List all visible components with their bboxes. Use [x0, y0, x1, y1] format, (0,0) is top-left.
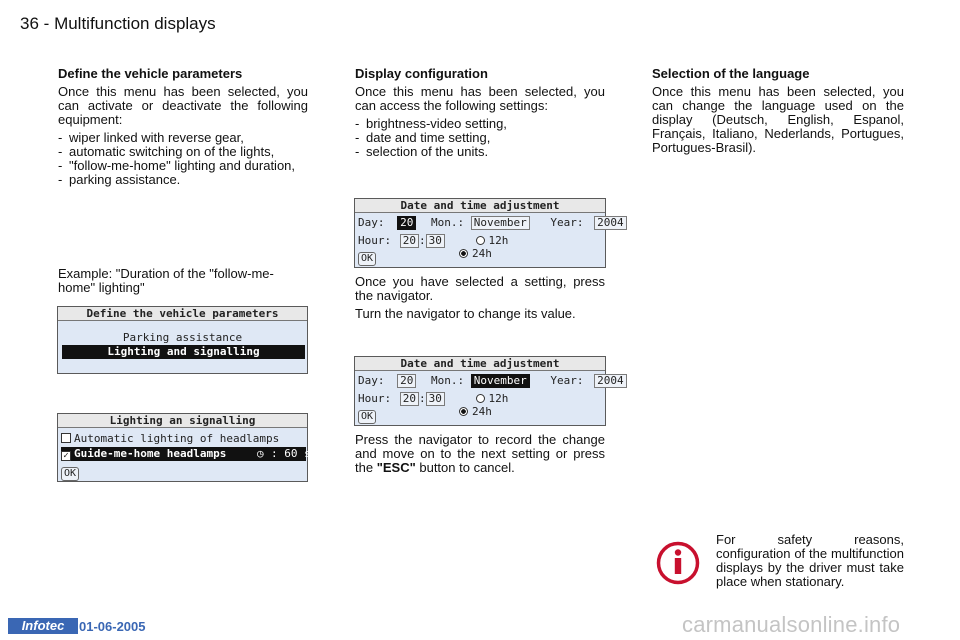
footer-date: 01-06-2005: [79, 619, 146, 634]
paragraph-intro: Once this menu has been selected, you can activate or deactivate the following equipment:: [58, 84, 308, 127]
month-field: November: [471, 374, 530, 388]
radio-24h-icon: [459, 249, 468, 258]
settings-list: [355, 117, 605, 159]
hour-field: 20: [400, 234, 419, 248]
column-language: [652, 67, 904, 159]
watermark: carmanualsonline.info: [682, 612, 901, 637]
screen-title: Define the vehicle parameters: [58, 307, 307, 321]
ok-row: [358, 409, 376, 423]
option-guide-me-home: ✓ Guide-me-home headlamps ◷ : 60 s: [61, 447, 306, 461]
list-item: - automatic switching on of the lights,: [58, 145, 308, 159]
infotec-logo: Infotec: [8, 618, 78, 634]
heading-display-configuration: Display configuration: [355, 66, 488, 81]
list-item: - date and time setting,: [355, 131, 605, 145]
screen-title: Lighting an signalling: [58, 414, 307, 428]
option-automatic-headlamps: Automatic lighting of headlamps: [61, 432, 279, 446]
column-display-configuration: [355, 67, 605, 159]
menu-item-parking-assistance: Parking assistance: [122, 331, 243, 344]
date-row: Day: 20 Mon.: November Year: 2004: [358, 374, 627, 388]
format-24h-row: 24h: [459, 405, 492, 419]
heading-language: Selection of the language: [652, 66, 810, 81]
list-item: - "follow-me-home" lighting and duration,: [58, 159, 308, 173]
column-vehicle-parameters: [58, 67, 308, 187]
screen-vehicle-parameters: [57, 306, 308, 374]
clock-icon: ◷: [257, 447, 264, 460]
info-circle-icon: [656, 541, 700, 585]
hour-field: 20: [400, 392, 419, 406]
equipment-list: [58, 131, 308, 187]
list-item: - parking assistance.: [58, 173, 308, 187]
example-caption: Example: "Duration of the "follow-me-home" lighting": [58, 266, 274, 295]
screen-date-time-2: [354, 356, 624, 426]
screen-date-time-1: [354, 198, 624, 268]
year-field: 2004: [594, 374, 627, 388]
section-title: Multifunction displays: [54, 14, 216, 33]
radio-24h-icon: [459, 407, 468, 416]
page-number: 36: [20, 14, 39, 33]
day-field: 20: [397, 374, 416, 388]
minute-field: 30: [426, 392, 445, 406]
paragraph-intro: Once this menu has been selected, you can access the following settings:: [355, 84, 605, 113]
date-row: Day: 20 Mon.: November Year: 2004: [358, 216, 627, 230]
screen-title: Date and time adjustment: [355, 199, 605, 213]
safety-note: For safety reasons, configuration of the multifunction displays by the driver must take place when stationary.: [716, 532, 904, 589]
navigator-instructions: [355, 275, 605, 325]
record-instructions: [355, 433, 605, 479]
title-separator: -: [43, 14, 50, 33]
format-24h-row: 24h: [459, 247, 492, 261]
paragraph-press-navigator: Once you have selected a setting, press the navigator.: [355, 274, 605, 303]
checkbox-checked-icon: ✓: [61, 451, 71, 461]
ok-button: OK: [61, 467, 79, 481]
radio-12h-icon: [476, 394, 485, 403]
screen-lighting-signalling: [57, 413, 311, 482]
list-item: - wiper linked with reverse gear,: [58, 131, 308, 145]
year-field: 2004: [594, 216, 627, 230]
screen-title: Date and time adjustment: [355, 357, 605, 371]
ok-button: OK: [358, 410, 376, 424]
menu-item-lighting-signalling: Lighting and signalling: [62, 345, 305, 359]
esc-label: "ESC": [376, 460, 416, 475]
month-field: November: [471, 216, 530, 230]
radio-12h-icon: [476, 236, 485, 245]
ok-row: [358, 251, 376, 265]
time-row: Hour: 20 : 30 12h: [358, 234, 509, 247]
minute-field: 30: [426, 234, 445, 248]
paragraph-language: Once this menu has been selected, you can change the language used on the display (Deutsch, English, Espanol, Français, Italiano, Nederlands, Portugues, Portugues-Brasil).: [652, 84, 904, 155]
page-title: [20, 14, 216, 34]
heading-vehicle-parameters: Define the vehicle parameters: [58, 66, 243, 81]
day-field: 20: [397, 216, 416, 230]
checkbox-empty-icon: [61, 433, 71, 443]
duration-value: : 60 s: [271, 447, 311, 460]
paragraph-record-change: Press the navigator to record the change and move on to the next setting or press the "ESC" button to cancel.: [355, 432, 605, 475]
list-item: - selection of the units.: [355, 145, 605, 159]
time-row: Hour: 20 : 30 12h: [358, 392, 509, 405]
paragraph-turn-navigator: Turn the navigator to change its value.: [355, 306, 576, 321]
list-item: - brightness-video setting,: [355, 117, 605, 131]
ok-row: [61, 466, 79, 480]
ok-button: OK: [358, 252, 376, 266]
